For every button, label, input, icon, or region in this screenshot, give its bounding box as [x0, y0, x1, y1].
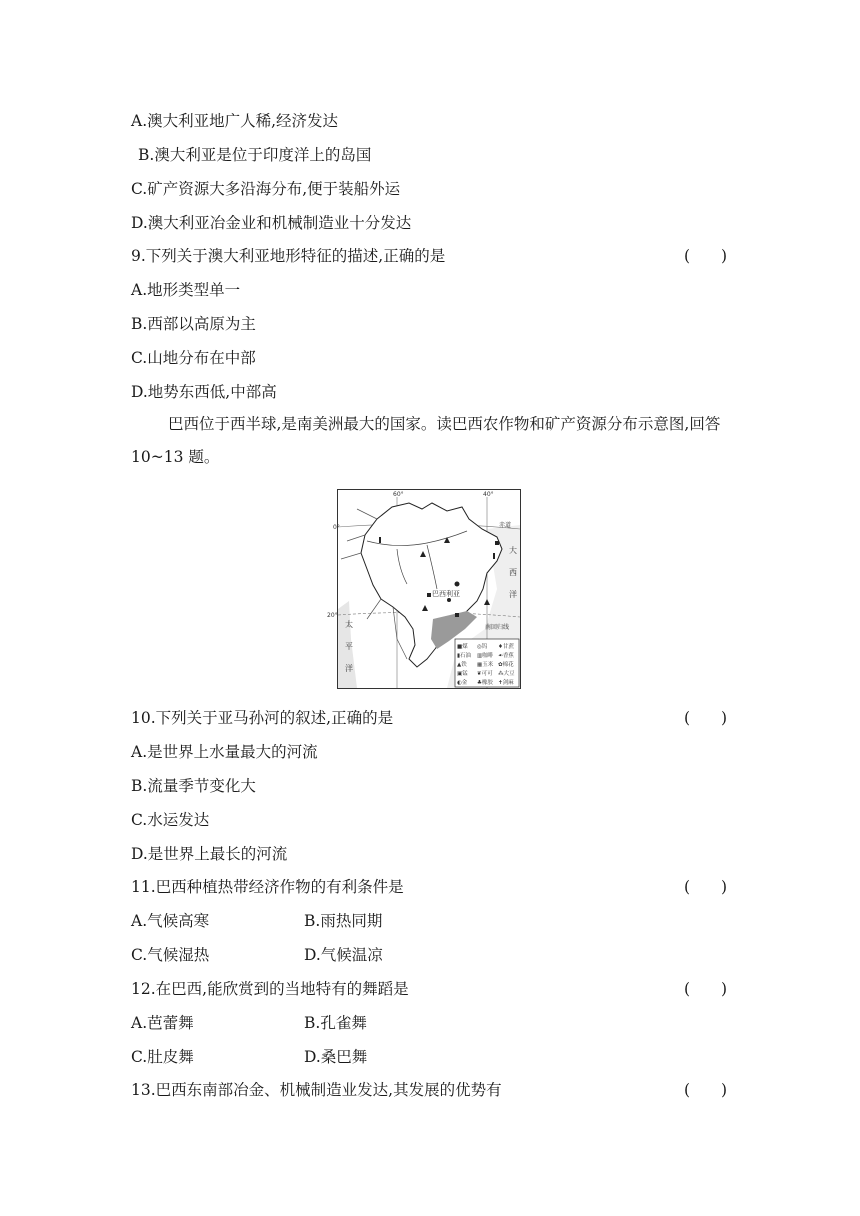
- tropic-label: 南回归线: [485, 624, 510, 631]
- capital-dot: [447, 598, 451, 602]
- question-10-option-c: C.水运发达: [131, 811, 210, 829]
- question-9-stem: 9.下列关于澳大利亚地形特征的描述,正确的是: [131, 247, 446, 265]
- question-9-answer-blank: ( ): [684, 247, 728, 265]
- question-11-option-b: B.雨热同期: [304, 912, 383, 930]
- atlantic-label-2: 西: [509, 568, 517, 577]
- lon-label-40: 40°: [483, 491, 494, 498]
- legend-row-1-col-3: ♦甘蔗: [498, 644, 514, 650]
- option-prev-b: B.澳大利亚是位于印度洋上的岛国: [138, 146, 372, 164]
- option-prev-c: C.矿产资源大多沿海分布,便于装船外运: [131, 180, 401, 198]
- question-11-stem: 11.巴西种植热带经济作物的有利条件是: [131, 878, 404, 896]
- legend-row-5-col-2: ♣橡胶: [477, 680, 493, 686]
- map-intro-paragraph: 巴西位于西半球,是南美洲最大的国家。读巴西农作物和矿产资源分布示意图,回答 10~13 题。: [131, 415, 721, 466]
- question-9-option-d: D.地势东西低,中部高: [131, 383, 277, 401]
- legend-row-2-col-3: ☙香蕉: [498, 653, 514, 659]
- question-10-option-d: D.是世界上最长的河流: [131, 845, 288, 863]
- legend-row-3-col-1: ▲铁: [457, 662, 467, 668]
- question-10-option-b: B.流量季节变化大: [131, 777, 256, 795]
- legend-row-4-col-3: ⁂大豆: [498, 671, 515, 677]
- question-10-answer-blank: ( ): [684, 709, 728, 727]
- question-13-stem: 13.巴西东南部冶金、机械制造业发达,其发展的优势有: [131, 1081, 502, 1099]
- pacific-label-2: 平: [345, 642, 353, 651]
- atlantic-label-3: 洋: [509, 590, 517, 599]
- question-12-option-d: D.桑巴舞: [304, 1048, 368, 1066]
- question-11-option-c: C.气候湿热: [131, 946, 210, 964]
- question-9-option-c: C.山地分布在中部: [131, 349, 256, 367]
- pacific-label-1: 太: [345, 620, 353, 629]
- legend-row-2-col-2: ▥咖啡: [477, 653, 494, 659]
- equator-label: 赤道: [499, 522, 512, 529]
- question-9-option-a: A.地形类型单一: [131, 281, 241, 299]
- question-9-option-b: B.西部以高原为主: [131, 315, 256, 333]
- map-legend: [455, 639, 519, 687]
- pacific-label-3: 洋: [345, 664, 353, 673]
- question-12-answer-blank: ( ): [684, 980, 728, 998]
- legend-row-5-col-3: ✝剑麻: [498, 680, 514, 686]
- lon-label-60: 60°: [393, 491, 404, 498]
- question-12-stem: 12.在巴西,能欣赏到的当地特有的舞蹈是: [131, 980, 409, 998]
- legend-row-4-col-2: ❦可可: [477, 671, 493, 677]
- brazil-resource-map: [327, 489, 521, 689]
- question-11-option-d: D.气候温凉: [304, 946, 383, 964]
- question-10-option-a: A.是世界上水量最大的河流: [131, 743, 318, 761]
- question-11-answer-blank: ( ): [684, 878, 728, 896]
- question-10-stem: 10.下列关于亚马孙河的叙述,正确的是: [131, 709, 394, 727]
- option-prev-d: D.澳大利亚冶金业和机械制造业十分发达: [131, 214, 412, 232]
- legend-row-1-col-2: ◎钨: [477, 644, 488, 650]
- legend-row-1-col-1: ■煤: [457, 644, 468, 650]
- question-12-option-c: C.肚皮舞: [131, 1048, 194, 1066]
- atlantic-label-1: 大: [509, 546, 517, 555]
- question-11-option-a: A.气候高寒: [131, 912, 210, 930]
- legend-row-5-col-1: ◐金: [457, 680, 468, 686]
- question-12-option-b: B.孔雀舞: [304, 1014, 367, 1032]
- legend-row-3-col-2: ▦玉米: [477, 662, 494, 668]
- legend-row-3-col-3: ✿棉花: [498, 662, 514, 668]
- option-prev-a: A.澳大利亚地广人稀,经济发达: [131, 112, 339, 130]
- question-12-option-a: A.芭蕾舞: [131, 1014, 194, 1032]
- legend-row-4-col-1: ▣锰: [457, 671, 468, 677]
- question-13-answer-blank: ( ): [684, 1081, 728, 1099]
- lat-label-0: 0°: [333, 524, 340, 531]
- legend-row-2-col-1: ▮石油: [457, 653, 472, 659]
- capital-label: 巴西利亚: [432, 590, 460, 598]
- lat-label-20: 20°: [327, 612, 338, 619]
